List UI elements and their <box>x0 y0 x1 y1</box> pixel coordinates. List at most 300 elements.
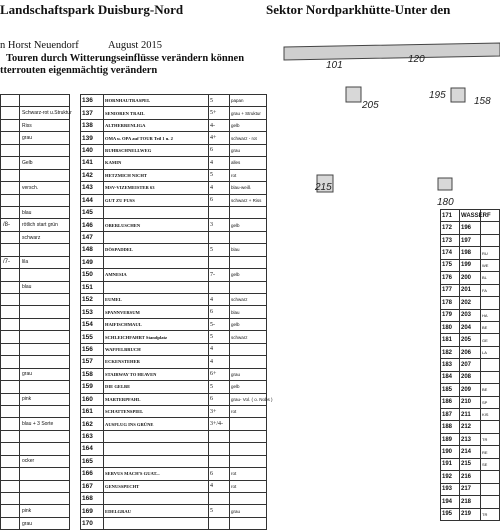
block-205 <box>346 87 361 102</box>
block-195 <box>451 88 465 102</box>
table-cell: 4 <box>209 343 230 355</box>
table-row <box>1 294 70 306</box>
table-row <box>81 455 267 467</box>
table-cell <box>230 517 267 529</box>
table-cell: TR <box>481 433 500 445</box>
table-cell <box>481 371 500 383</box>
table-cell: 4 <box>209 356 230 368</box>
table-cell <box>20 430 70 442</box>
table-row <box>441 371 500 383</box>
table-row <box>441 421 500 433</box>
table-cell: 205 <box>460 334 481 346</box>
table-row <box>81 294 267 306</box>
table-cell <box>1 393 20 405</box>
table-row <box>1 194 70 206</box>
table-row <box>1 219 70 231</box>
table-cell: FA <box>481 284 500 296</box>
table-row <box>81 343 267 355</box>
table-cell: 170 <box>81 517 104 529</box>
table-cell: 193 <box>441 483 460 495</box>
table-cell <box>230 356 267 368</box>
table-cell <box>209 430 230 442</box>
table-cell: versch. <box>20 182 70 194</box>
table-cell: 4 <box>209 480 230 492</box>
table-cell: AMNESIA <box>104 269 209 281</box>
table-row <box>81 95 267 107</box>
table-row <box>1 418 70 430</box>
table-cell: 218 <box>460 496 481 508</box>
table-cell: SCHATTENSPIEL <box>104 405 209 417</box>
table-cell: STAIRWAY TO HEAVEN <box>104 368 209 380</box>
table-cell: 148 <box>81 244 104 256</box>
table-cell <box>1 418 20 430</box>
table-cell: 142 <box>81 169 104 181</box>
table-cell <box>20 381 70 393</box>
table-cell <box>20 95 70 107</box>
table-cell: papan <box>230 95 267 107</box>
table-cell: GENUSSPECHT <box>104 480 209 492</box>
table-row <box>441 496 500 508</box>
table-cell: 3 <box>209 219 230 231</box>
table-cell: 162 <box>81 418 104 430</box>
table-cell: OBERLUSCHEN <box>104 219 209 231</box>
table-cell: 152 <box>81 294 104 306</box>
table-cell <box>1 493 20 505</box>
map-label: 215 <box>315 182 332 193</box>
table-cell <box>1 318 20 330</box>
table-row <box>81 306 267 318</box>
table-cell: 198 <box>460 247 481 259</box>
table-cell: KAMIN <box>104 157 209 169</box>
table-cell: pink <box>20 393 70 405</box>
table-cell <box>481 234 500 246</box>
table-row <box>81 244 267 256</box>
table-row <box>1 231 70 243</box>
table-cell: blau <box>230 244 267 256</box>
table-row <box>1 281 70 293</box>
table-cell: 5 <box>209 95 230 107</box>
table-cell: gelb <box>230 381 267 393</box>
table-cell: 6 <box>209 393 230 405</box>
table-row <box>81 269 267 281</box>
table-cell: 5- <box>209 318 230 330</box>
table-cell: 217 <box>460 483 481 495</box>
table-cell: 5 <box>209 169 230 181</box>
table-cell: 216 <box>460 471 481 483</box>
table-cell <box>1 95 20 107</box>
date-label: August 2015 <box>108 40 162 51</box>
table-row <box>441 508 500 520</box>
table-cell: 5 <box>209 505 230 517</box>
table-cell: 214 <box>460 446 481 458</box>
table-cell <box>20 480 70 492</box>
table-row <box>441 396 500 408</box>
table-row <box>441 433 500 445</box>
table-row <box>1 430 70 442</box>
table-cell: blau-weiß <box>230 182 267 194</box>
table-cell <box>1 505 20 517</box>
table-row <box>1 144 70 156</box>
table-cell: rot <box>230 169 267 181</box>
table-cell: SENIOREN TRAIL <box>104 107 209 119</box>
table-row <box>441 346 500 358</box>
table-cell <box>20 318 70 330</box>
table-cell <box>230 455 267 467</box>
table-cell: 165 <box>81 455 104 467</box>
table-cell: 138 <box>81 119 104 131</box>
table-row <box>81 331 267 343</box>
table-cell: gelb <box>230 219 267 231</box>
right-route-table <box>440 209 500 521</box>
table-cell: grau + Struktur <box>230 107 267 119</box>
table-cell: rot <box>230 468 267 480</box>
table-row <box>441 409 500 421</box>
table-cell: 199 <box>460 259 481 271</box>
wall-outline <box>284 43 500 60</box>
table-cell: WAFFELBRUCH <box>104 343 209 355</box>
table-row <box>441 247 500 259</box>
table-row <box>1 517 70 529</box>
table-cell <box>209 443 230 455</box>
table-cell <box>20 493 70 505</box>
table-row <box>1 356 70 368</box>
table-cell: KIS <box>481 409 500 421</box>
table-cell <box>1 144 20 156</box>
table-cell <box>481 496 500 508</box>
table-row <box>81 144 267 156</box>
table-cell: 174 <box>441 247 460 259</box>
table-cell: RU <box>481 247 500 259</box>
table-row <box>1 455 70 467</box>
table-cell <box>1 517 20 529</box>
author-line: n Horst Neuendorf <box>0 40 79 51</box>
table-cell: DÖSPADDEL <box>104 244 209 256</box>
table-row <box>1 405 70 417</box>
table-row <box>81 256 267 268</box>
table-row <box>441 384 500 396</box>
table-cell: WASSERF <box>460 210 481 222</box>
warning-line-2: tterrouten eigenmächtig verändern <box>0 65 158 76</box>
table-cell: 208 <box>460 371 481 383</box>
table-row <box>441 259 500 271</box>
table-row <box>1 169 70 181</box>
table-cell <box>230 443 267 455</box>
map-label: 158 <box>474 96 491 107</box>
table-cell <box>1 182 20 194</box>
table-cell <box>1 381 20 393</box>
table-cell <box>1 405 20 417</box>
table-row <box>441 359 500 371</box>
table-cell: 6 <box>209 468 230 480</box>
table-cell <box>481 222 500 234</box>
table-cell <box>1 194 20 206</box>
table-cell: 209 <box>460 384 481 396</box>
table-cell <box>481 359 500 371</box>
table-cell: 173 <box>441 234 460 246</box>
table-cell <box>20 194 70 206</box>
table-cell <box>1 368 20 380</box>
map-label: 101 <box>326 60 343 71</box>
table-cell: 202 <box>460 297 481 309</box>
table-row <box>81 405 267 417</box>
table-cell: 197 <box>460 234 481 246</box>
table-row <box>1 182 70 194</box>
table-cell: HAIFISCHMAUL <box>104 318 209 330</box>
table-cell: grau- Vol. ( o. Nobs ) <box>230 393 267 405</box>
table-cell: 196 <box>460 222 481 234</box>
table-cell <box>1 455 20 467</box>
table-cell <box>1 480 20 492</box>
table-cell: 188 <box>441 421 460 433</box>
table-cell: SE <box>481 458 500 470</box>
table-cell <box>230 231 267 243</box>
sector-title: Sektor Nordparkhütte-Unter den <box>266 2 451 17</box>
table-cell: 5 <box>209 381 230 393</box>
table-row <box>81 381 267 393</box>
table-cell: 219 <box>460 508 481 520</box>
table-cell: schwarz <box>230 331 267 343</box>
table-row <box>81 281 267 293</box>
table-cell: 186 <box>441 396 460 408</box>
table-cell: 151 <box>81 281 104 293</box>
table-cell: 191 <box>441 458 460 470</box>
table-cell: 139 <box>81 132 104 144</box>
table-cell: 180 <box>441 321 460 333</box>
table-cell <box>209 493 230 505</box>
table-row <box>1 381 70 393</box>
table-cell <box>20 443 70 455</box>
map-label: 205 <box>362 100 379 111</box>
table-row <box>1 157 70 169</box>
table-cell <box>20 269 70 281</box>
table-cell: 6+ <box>209 368 230 380</box>
table-cell: 160 <box>81 393 104 405</box>
table-cell: 195 <box>441 508 460 520</box>
table-cell <box>20 306 70 318</box>
table-cell: TR <box>481 508 500 520</box>
table-cell: 194 <box>441 496 460 508</box>
table-row <box>1 443 70 455</box>
table-cell <box>481 471 500 483</box>
table-row <box>441 284 500 296</box>
table-cell <box>230 430 267 442</box>
table-cell: 212 <box>460 421 481 433</box>
table-cell <box>1 294 20 306</box>
table-cell <box>209 517 230 529</box>
table-cell: blau <box>20 206 70 218</box>
table-cell: 192 <box>441 471 460 483</box>
table-row <box>81 480 267 492</box>
table-row <box>441 222 500 234</box>
table-row <box>81 206 267 218</box>
table-cell: RE <box>481 446 500 458</box>
table-row <box>1 95 70 107</box>
table-row <box>81 194 267 206</box>
table-cell: 145 <box>81 206 104 218</box>
table-cell <box>1 269 20 281</box>
table-cell: 5+ <box>209 107 230 119</box>
table-cell: EUMEL <box>104 294 209 306</box>
table-cell: MARTERPFAHL <box>104 393 209 405</box>
table-cell: 154 <box>81 318 104 330</box>
table-cell: 143 <box>81 182 104 194</box>
table-cell <box>104 430 209 442</box>
table-cell: 146 <box>81 219 104 231</box>
table-cell <box>104 281 209 293</box>
table-cell: Schwarz-rot u.Struktur <box>20 107 70 119</box>
table-cell: 181 <box>441 334 460 346</box>
table-cell: 184 <box>441 371 460 383</box>
table-cell: pink <box>20 505 70 517</box>
table-cell: MSV-VIZEMEISTER 63 <box>104 182 209 194</box>
table-row <box>441 309 500 321</box>
table-cell: 7- <box>209 269 230 281</box>
table-row <box>81 517 267 529</box>
table-cell <box>104 517 209 529</box>
table-cell <box>20 405 70 417</box>
table-row <box>81 107 267 119</box>
table-cell: 200 <box>460 272 481 284</box>
table-row <box>81 231 267 243</box>
table-cell: schwarz - rot <box>230 132 267 144</box>
table-cell: SP <box>481 396 500 408</box>
table-cell: blau <box>20 281 70 293</box>
table-row <box>1 393 70 405</box>
table-row <box>1 318 70 330</box>
table-cell <box>209 281 230 293</box>
table-cell: RUHRSCHNELLWEG <box>104 144 209 156</box>
table-cell <box>104 493 209 505</box>
table-row <box>81 393 267 405</box>
table-row <box>81 430 267 442</box>
table-cell: gelb <box>230 119 267 131</box>
table-cell <box>20 356 70 368</box>
table-cell <box>209 455 230 467</box>
table-cell: 136 <box>81 95 104 107</box>
table-cell: 149 <box>81 256 104 268</box>
table-cell: ECKENSTEHER <box>104 356 209 368</box>
table-cell: 156 <box>81 343 104 355</box>
table-cell: OMA u. OPA auf TOUR Teil 1 u. 2 <box>104 132 209 144</box>
left-route-table <box>0 94 70 530</box>
table-cell: 5 <box>209 331 230 343</box>
table-cell: 141 <box>81 157 104 169</box>
table-cell: 211 <box>460 409 481 421</box>
table-row <box>1 206 70 218</box>
table-cell: 4 <box>209 294 230 306</box>
table-cell <box>481 483 500 495</box>
table-row <box>441 483 500 495</box>
table-cell: 4 <box>209 182 230 194</box>
table-cell: 190 <box>441 446 460 458</box>
table-cell: 155 <box>81 331 104 343</box>
table-cell <box>104 443 209 455</box>
table-cell: 201 <box>460 284 481 296</box>
table-cell <box>104 231 209 243</box>
table-cell: 171 <box>441 210 460 222</box>
table-cell <box>1 132 20 144</box>
table-row <box>1 468 70 480</box>
table-cell: 3+ <box>209 405 230 417</box>
table-row <box>441 210 500 222</box>
table-cell: 185 <box>441 384 460 396</box>
table-cell <box>1 306 20 318</box>
table-cell <box>230 343 267 355</box>
table-cell: schwarz <box>230 294 267 306</box>
table-cell: 179 <box>441 309 460 321</box>
table-cell: GUT ZU FUSS <box>104 194 209 206</box>
table-cell <box>1 331 20 343</box>
table-cell: 157 <box>81 356 104 368</box>
table-cell <box>20 331 70 343</box>
table-row <box>81 157 267 169</box>
table-row <box>1 480 70 492</box>
table-row <box>441 471 500 483</box>
table-cell: GE <box>481 334 500 346</box>
table-row <box>81 493 267 505</box>
table-cell: 176 <box>441 272 460 284</box>
map-label: 120 <box>408 54 425 65</box>
table-cell: grau <box>20 368 70 380</box>
table-cell: 175 <box>441 259 460 271</box>
map-label: 195 <box>429 90 446 101</box>
table-row <box>81 318 267 330</box>
table-cell: ALTHERRENLIGA <box>104 119 209 131</box>
table-row <box>1 119 70 131</box>
table-cell: 4 <box>209 157 230 169</box>
table-cell: 166 <box>81 468 104 480</box>
table-cell: 5 <box>209 244 230 256</box>
table-row <box>1 493 70 505</box>
table-cell: gelb <box>230 318 267 330</box>
table-cell <box>1 119 20 131</box>
table-row <box>1 505 70 517</box>
table-cell: 203 <box>460 309 481 321</box>
table-cell <box>1 343 20 355</box>
table-cell <box>230 206 267 218</box>
table-cell: 213 <box>460 433 481 445</box>
table-cell: 3+/4- <box>209 418 230 430</box>
table-cell <box>209 206 230 218</box>
table-cell: 159 <box>81 381 104 393</box>
warning-line-1: Touren durch Witterungseinflüsse verändern können <box>6 53 245 64</box>
table-cell: 189 <box>441 433 460 445</box>
table-cell <box>481 421 500 433</box>
table-cell <box>20 244 70 256</box>
table-cell: 164 <box>81 443 104 455</box>
table-cell: grau <box>230 505 267 517</box>
table-row <box>81 119 267 131</box>
table-row <box>1 256 70 268</box>
table-row <box>1 343 70 355</box>
table-cell: ocker <box>20 455 70 467</box>
table-cell: alles <box>230 157 267 169</box>
table-cell <box>104 455 209 467</box>
table-cell: DIE GELBE <box>104 381 209 393</box>
table-cell <box>1 430 20 442</box>
table-row <box>441 321 500 333</box>
map-label: 180 <box>437 197 454 208</box>
table-cell <box>20 294 70 306</box>
sector-map-sketch <box>284 40 500 208</box>
table-cell: HORNHAUTRASPEL <box>104 95 209 107</box>
table-row <box>441 297 500 309</box>
table-cell: 140 <box>81 144 104 156</box>
table-cell: schwarz <box>20 231 70 243</box>
table-cell: 137 <box>81 107 104 119</box>
table-cell: BE <box>481 321 500 333</box>
table-cell: 147 <box>81 231 104 243</box>
